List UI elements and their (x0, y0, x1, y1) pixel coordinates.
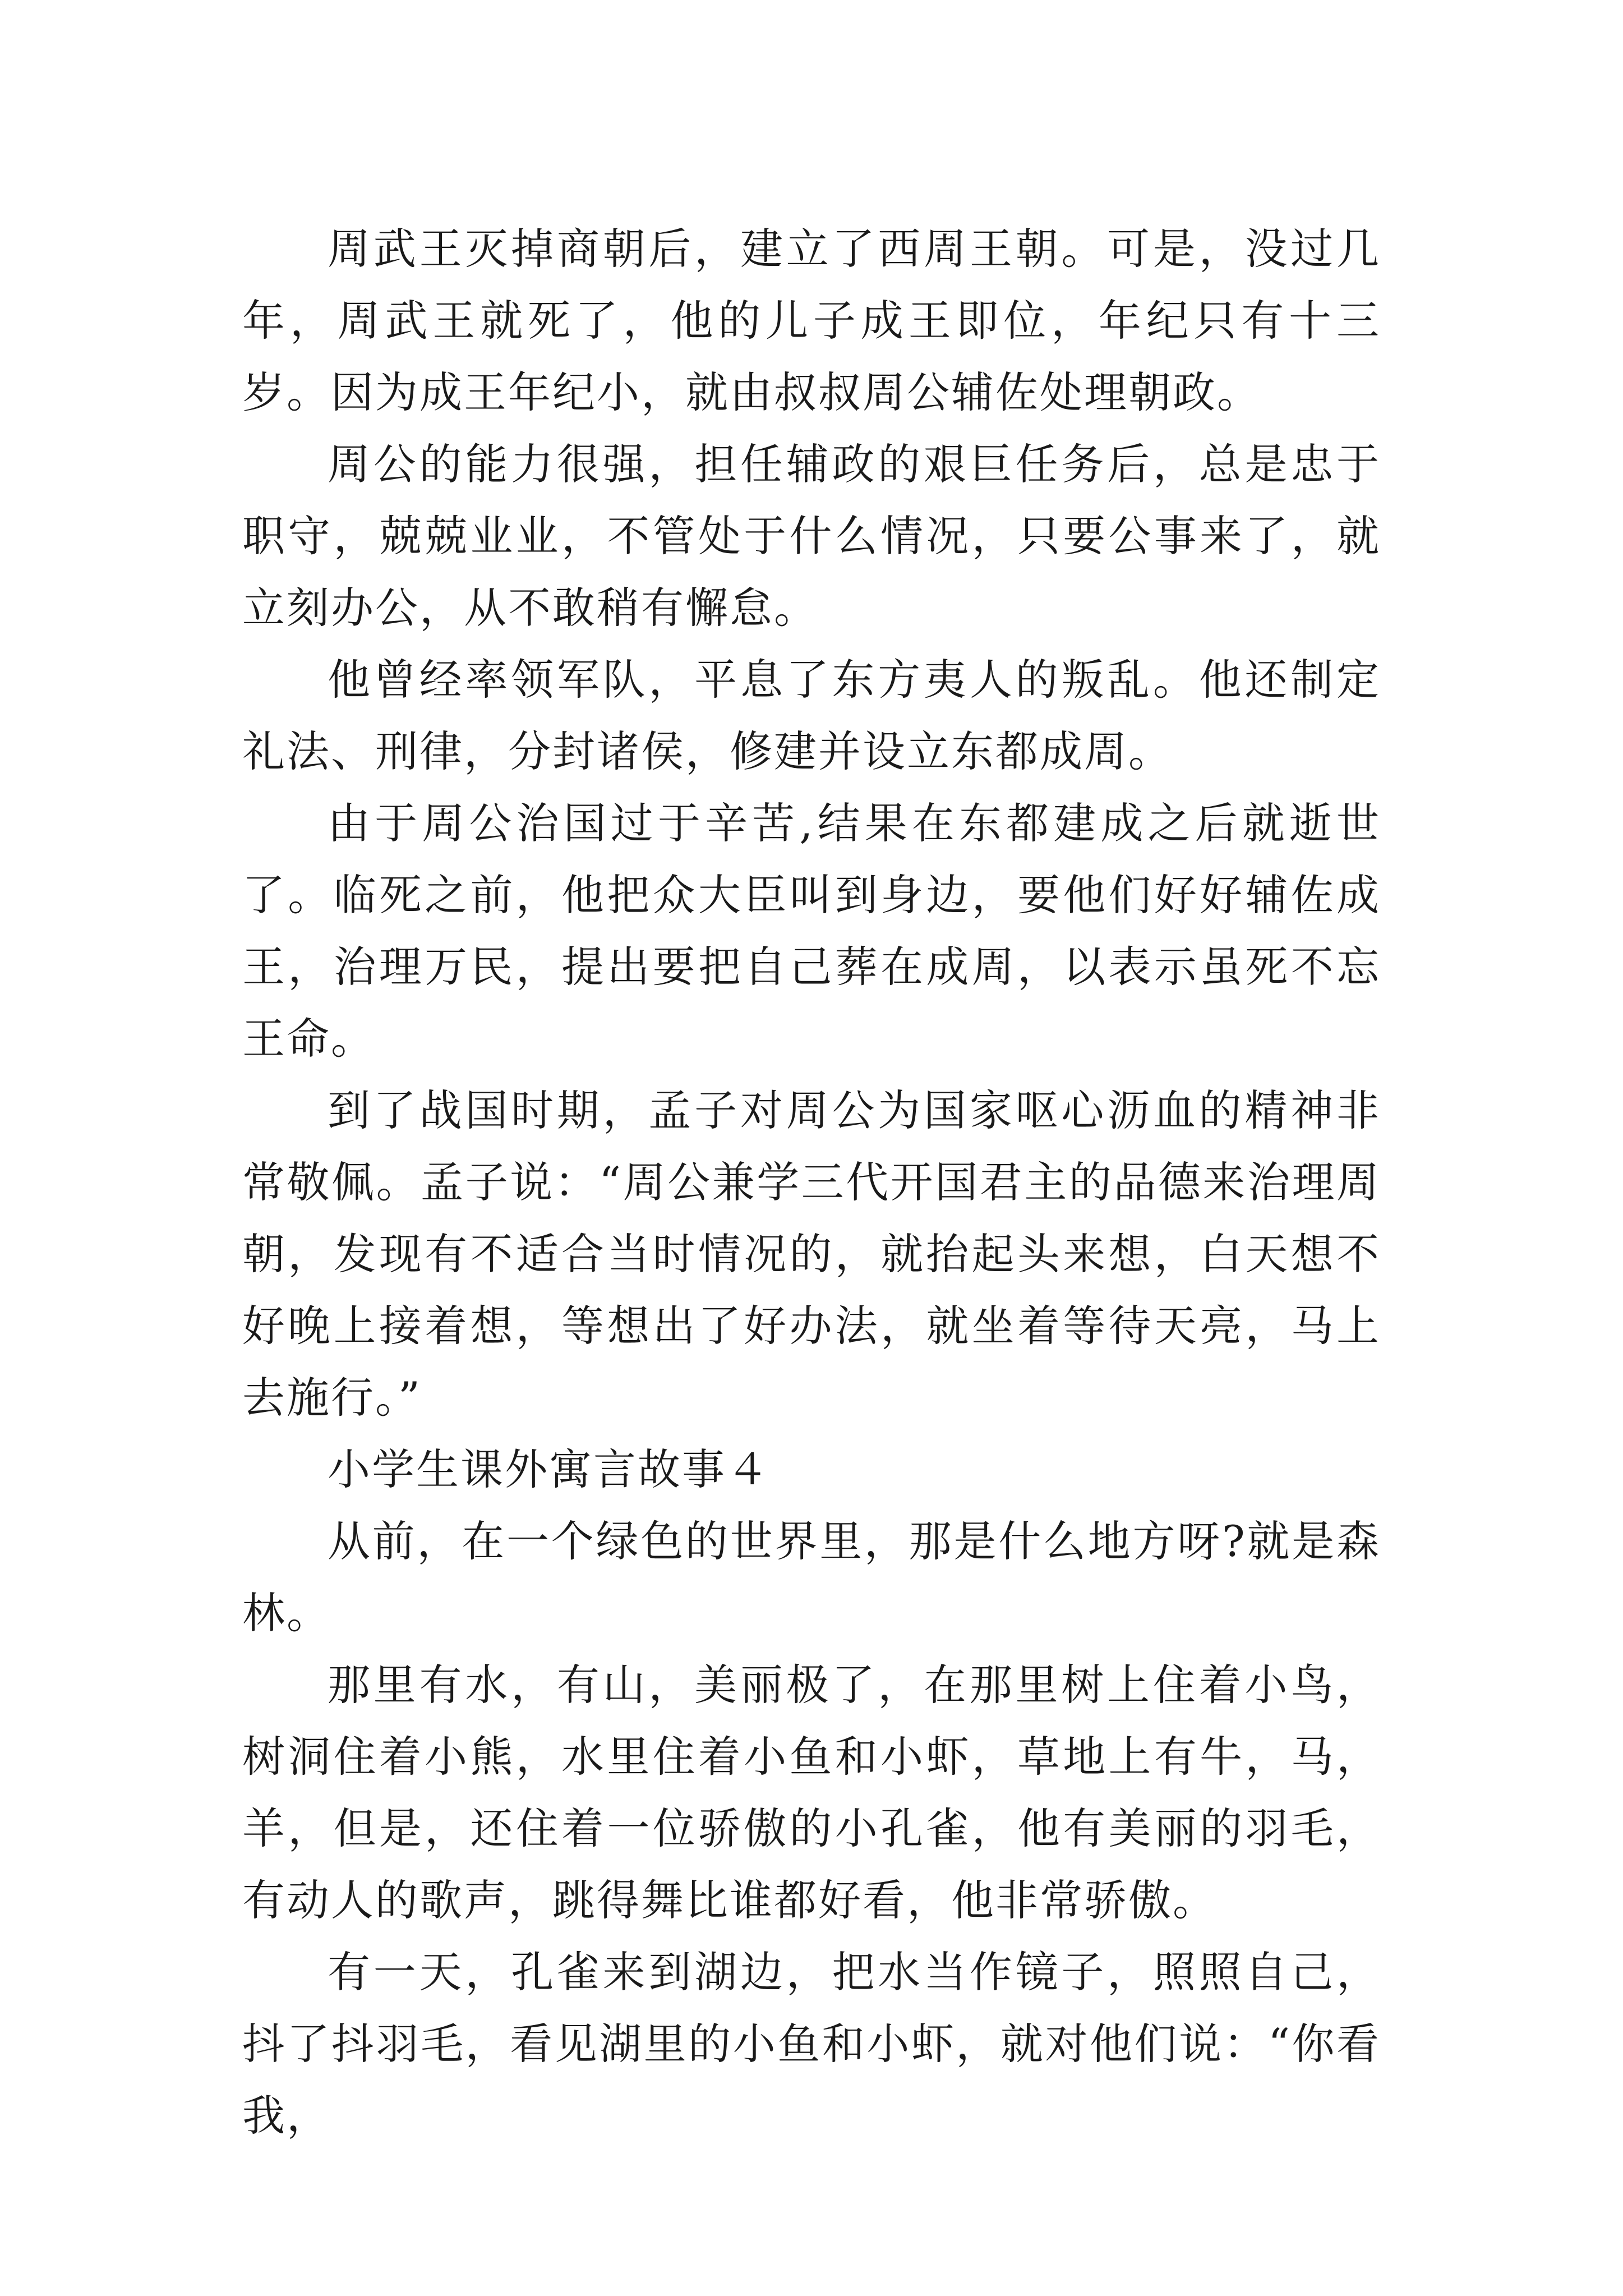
paragraph-4: 由于周公治国过于辛苦,结果在东都建成之后就逝世了。临死之前，他把众大臣叫到身边，要他们好好辅佐成王，治理万民，提出要把自己葬在成周，以表示虽死不忘王命。 (242, 798, 1381, 1064)
paragraph-8: 有一天，孔雀来到湖边，把水当作镜子，照照自己，抖了抖羽毛，看见湖里的小鱼和小虾，就对他们说：“你看我， (242, 1947, 1381, 2141)
document-body (242, 213, 1381, 2152)
paragraph-1: 周武王灭掉商朝后，建立了西周王朝。可是，没过几年，周武王就死了，他的儿子成王即位，年纪只有十三岁。因为成王年纪小，就由叔叔周公辅佐处理朝政。 (242, 224, 1381, 417)
paragraph-5: 到了战国时期，孟子对周公为国家呕心沥血的精神非常敬佩。孟子说：“周公兼学三代开国君主的品德来治理周朝，发现有不适合当时情况的，就抬起头来想，白天想不好晚上接着想，等想出了好办法，就坐着等待天亮，马上去施行。” (242, 1085, 1381, 1423)
paragraph-6: 从前，在一个绿色的世界里，那是什么地方呀?就是森林。 (242, 1516, 1381, 1638)
paragraph-7: 那里有水，有山，美丽极了，在那里树上住着小鸟，树洞住着小熊，水里住着小鱼和小虾，草地上有牛，马，羊，但是，还住着一位骄傲的小孔雀，他有美丽的羽毛，有动人的歌声，跳得舞比谁都好看，他非常骄傲。 (242, 1660, 1381, 1925)
story-heading: 小学生课外寓言故事４ (328, 1444, 771, 1494)
paragraph-2: 周公的能力很强，担任辅政的艰巨任务后，总是忠于职守，兢兢业业，不管处于什么情况，只要公事来了，就立刻办公，从不敢稍有懈怠。 (242, 439, 1381, 633)
paragraph-3: 他曾经率领军队，平息了东方夷人的叛乱。他还制定礼法、刑律，分封诸侯，修建并设立东都成周。 (242, 655, 1381, 776)
